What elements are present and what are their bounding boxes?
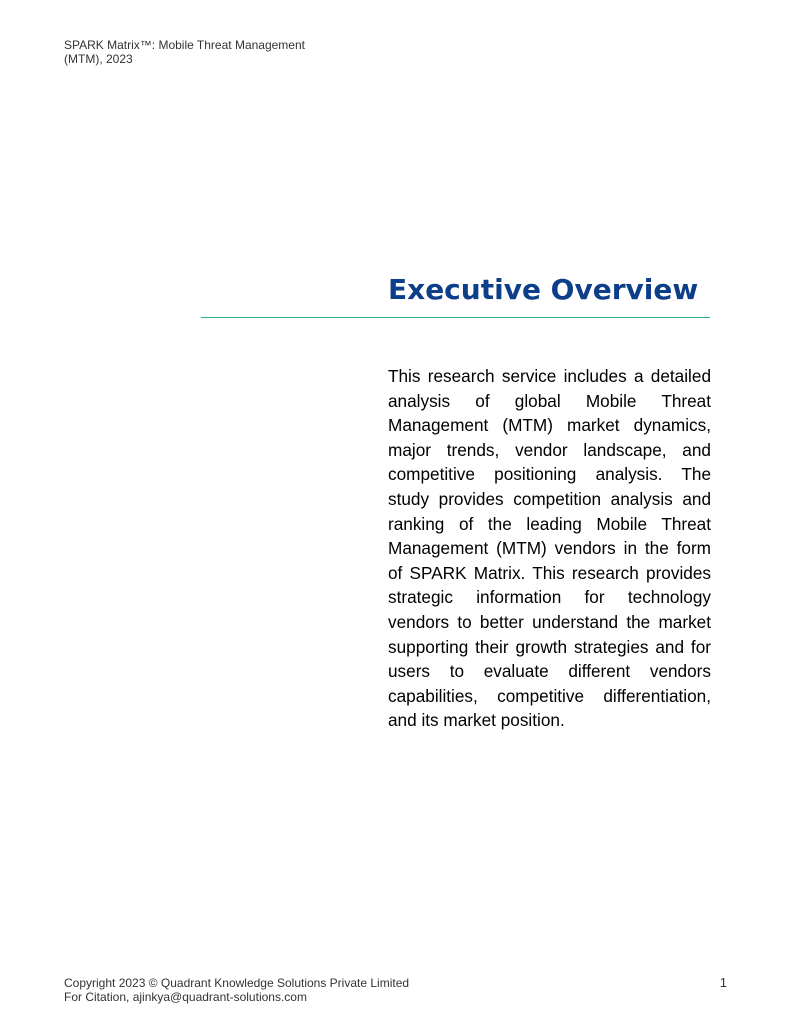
- header-title-line-1: SPARK Matrix™: Mobile Threat Management: [64, 38, 305, 52]
- footer-citation: For Citation, ajinkya@quadrant-solutions.com: [64, 990, 307, 1004]
- page-number: 1: [719, 975, 727, 990]
- title-divider: [201, 317, 710, 318]
- section-title: Executive Overview: [388, 273, 699, 306]
- footer-copyright: Copyright 2023 © Quadrant Knowledge Solutions Private Limited: [64, 976, 410, 990]
- page-footer: [64, 976, 409, 1004]
- running-header: [64, 38, 324, 66]
- header-title-line-2: (MTM), 2023: [64, 52, 133, 66]
- executive-overview-paragraph: This research service includes a detailed analysis of global Mobile Threat Management (MTM) market dynamics, major trends, vendor landscape, and competitive positioning analysis. The study provides competition analysis and ranking of the leading Mobile Threat Management (MTM) vendors in the form of SPARK Matrix. This research provides strategic information for technology vendors to better understand the market supporting their growth strategies and for users to evaluate different vendors capabilities, competitive differentiation, and its market position.: [388, 366, 711, 731]
